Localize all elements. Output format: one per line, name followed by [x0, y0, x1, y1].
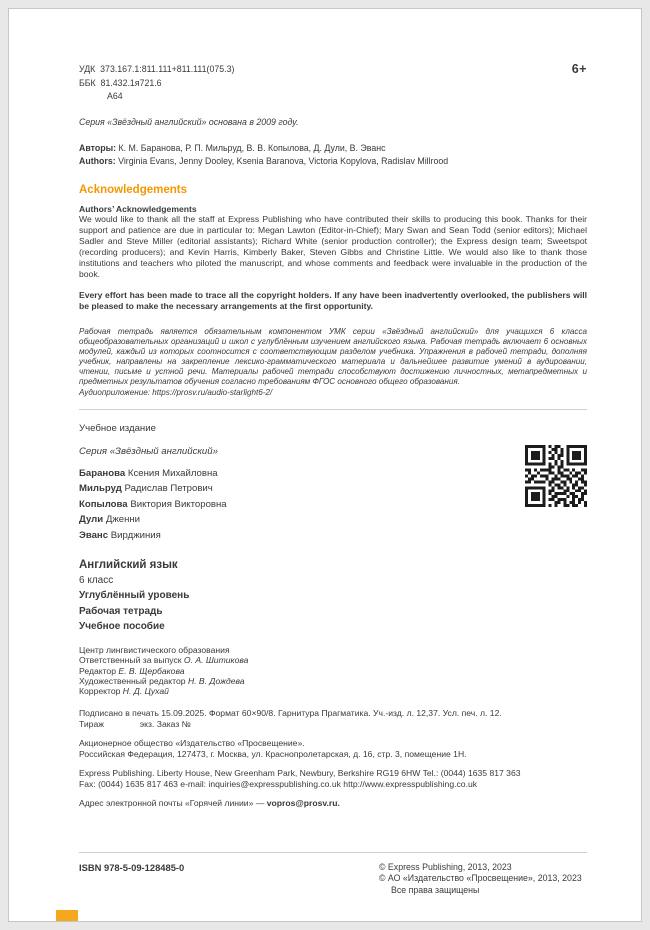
header-codes	[79, 63, 587, 104]
author-surname: Мильруд	[79, 483, 122, 494]
author-given: Виктория Викторовна	[130, 498, 227, 510]
grade-line: 6 класс	[79, 575, 114, 587]
hotline-prefix: Адрес электронной почты «Горячей линии» —	[79, 797, 267, 808]
staff-role: Художественный редактор	[79, 675, 186, 686]
copyright-holders-notice: Every effort has been made to trace all the copyright holders. If any have been inadvertently overlooked, the publishers will be pleased to make the necessary arrangements at the first opportunity.	[79, 289, 587, 311]
staff-role: Ответственный за выпуск	[79, 655, 182, 666]
isbn: ISBN 978-5-09-128485-0	[79, 861, 185, 873]
publisher-name-line: Акционерное общество «Издательство «Просвещение».	[79, 737, 305, 748]
hotline-email: vopros@prosv.ru.	[266, 797, 340, 808]
staff-person: Е. В. Щербакова	[118, 665, 185, 676]
book-type-line: Рабочая тетрадь	[79, 605, 163, 617]
author-surname: Эванс	[79, 529, 109, 541]
edition-kind-line: Учебное пособие	[79, 620, 165, 632]
author-name	[79, 512, 587, 528]
author-name	[79, 466, 587, 482]
staff-person: О. А. Шитикова	[183, 655, 249, 666]
staff-role: Корректор	[79, 686, 121, 697]
print-run-line: Тираж экз. Заказ №	[79, 718, 191, 729]
orange-corner-mark	[56, 910, 78, 921]
udk-code: УДК 373.167.1:811.111+811.111(075.3)	[79, 64, 235, 74]
rights-reserved-line: Все права защищены	[391, 884, 480, 895]
author-surname: Дули	[79, 514, 104, 525]
author-surname: Баранова	[79, 467, 126, 479]
staff-block	[79, 645, 587, 696]
series-founding-note: Серия «Звёздный английский» основана в 2009 году.	[79, 116, 299, 127]
staff-line	[79, 655, 587, 665]
annotation-text: Рабочая тетрадь является обязательным компонентом УМК серии «Звёздный английский» для учащихся 6 класса общеобразовательных организаций и школ с углублённым изучением английского языка. Рабочая тетрадь включает 6 основных модулей, каждый из которых соотносится с соответствующим разделом учебника. Упражнения в рабочей тетради, дополняя учебник, направлены на закрепление лексико-грамматического материала и дальнейшее развитие умений в аудировании, чтении, письме и устной речи. Материалы рабочей тетради способствуют достижению личностных, метапредметных и предметных результатов обучения согласно требованиям ФГОС основного общего образования.	[79, 326, 587, 386]
authors-ru-line	[79, 142, 587, 156]
authors-en-label: Authors:	[79, 156, 116, 166]
staff-line	[79, 676, 587, 686]
copyright-block	[379, 862, 587, 897]
age-rating-badge: 6+	[571, 62, 587, 76]
audio-app-link: Аудиоприложение: https://prosv.ru/audio-starlight6-2/	[79, 387, 273, 397]
edition-type: Учебное издание	[79, 422, 156, 434]
acknowledgements-heading: Acknowledgements	[79, 183, 187, 196]
authors-block	[79, 142, 587, 169]
staff-line	[79, 686, 587, 696]
staff-role: Редактор	[79, 665, 116, 676]
qr-code	[525, 445, 587, 507]
author-given: Радислав Петрович	[124, 483, 213, 494]
imprint-section	[79, 423, 587, 808]
print-info-block	[79, 708, 587, 730]
author-name	[79, 497, 587, 513]
bbk-code: ББК 81.432.1я721.6	[79, 77, 162, 88]
print-info-line: Подписано в печать 15.09.2025. Формат 60×90/8. Гарнитура Прагматика. Уч.-изд. л. 12,37. Усл. печ. л. 12.	[79, 707, 502, 718]
hotline-line	[79, 798, 587, 808]
author-surname: Копылова	[79, 498, 128, 510]
express-contacts-line: Fax: (0044) 1635 817 463 e-mail: inquiries@expresspublishing.co.uk http://www.expresspublishing.co.uk	[79, 778, 478, 789]
acknowledgements-text: We would like to thank all the staff at Express Publishing who have contributed their skills to producing this book. Thanks for their support and patience are due in particular to: Megan Lawton (Editor-in-Chief); Mary Swan and Sean Todd (senior editors); Michael Sadler and Steve Miller (editorial assistants); Richard White (senior production controller); the Express design team; Sweetspot (recording producers); and Kevin Harris, Kimberly Baker, Steven Gibbs and Christine Little. We would also like to thank those institutions and teachers who piloted the manuscript, and whose comments and feedback were invaluable in the production of the book.	[79, 213, 587, 279]
authors-ru-names: К. М. Баранова, Р. П. Мильруд, В. В. Копылова, Д. Дули, В. Эванс	[118, 142, 386, 153]
authors-en-names: Virginia Evans, Jenny Dooley, Ksenia Baranova, Victoria Kopylova, Radislav Millrood	[118, 156, 449, 166]
footer-divider	[79, 852, 587, 853]
footer	[79, 862, 587, 897]
center-line: Центр лингвистического образования	[79, 645, 230, 656]
imprint-authors-list	[79, 466, 587, 544]
subject-title: Английский язык	[79, 559, 178, 571]
author-name	[79, 481, 587, 497]
express-address-line: Express Publishing. Liberty House, New Greenham Park, Newbury, Berkshire RG19 6HW Tel.: (0044) 1635 817 363	[79, 767, 521, 778]
author-given: Вирджиния	[110, 529, 161, 541]
imprint-divider	[79, 409, 587, 410]
authors-ru-label: Авторы:	[79, 142, 117, 153]
author-name	[79, 528, 587, 544]
staff-line	[79, 666, 587, 676]
author-sign-code: А64	[107, 91, 123, 101]
staff-person: Н. Д. Цухай	[122, 686, 169, 697]
authors-en-line	[79, 155, 587, 169]
level-line: Углублённый уровень	[79, 590, 190, 602]
copyright-line: © АО «Издательство «Просвещение», 2013, 2023	[379, 873, 582, 883]
publisher-address-line: Российская Федерация, 127473, г. Москва, ул. Краснопролетарская, д. 16, стр. 3, помещение 1Н.	[79, 748, 467, 759]
express-publishing-block	[79, 768, 587, 790]
publisher-block	[79, 738, 587, 760]
copyright-line: © Express Publishing, 2013, 2023	[379, 861, 512, 872]
author-given: Дженни	[105, 514, 141, 525]
library-codes	[79, 63, 234, 104]
qr-code-image	[525, 445, 587, 507]
authors-acknowledgements-subheading: Authors’ Acknowledgements	[79, 203, 197, 214]
series-name: Серия «Звёздный английский»	[79, 445, 218, 457]
staff-person: Н. В. Дождева	[187, 675, 245, 686]
book-title-block	[79, 558, 587, 634]
book-imprint-page	[8, 8, 642, 922]
author-given: Ксения Михайловна	[127, 467, 218, 479]
